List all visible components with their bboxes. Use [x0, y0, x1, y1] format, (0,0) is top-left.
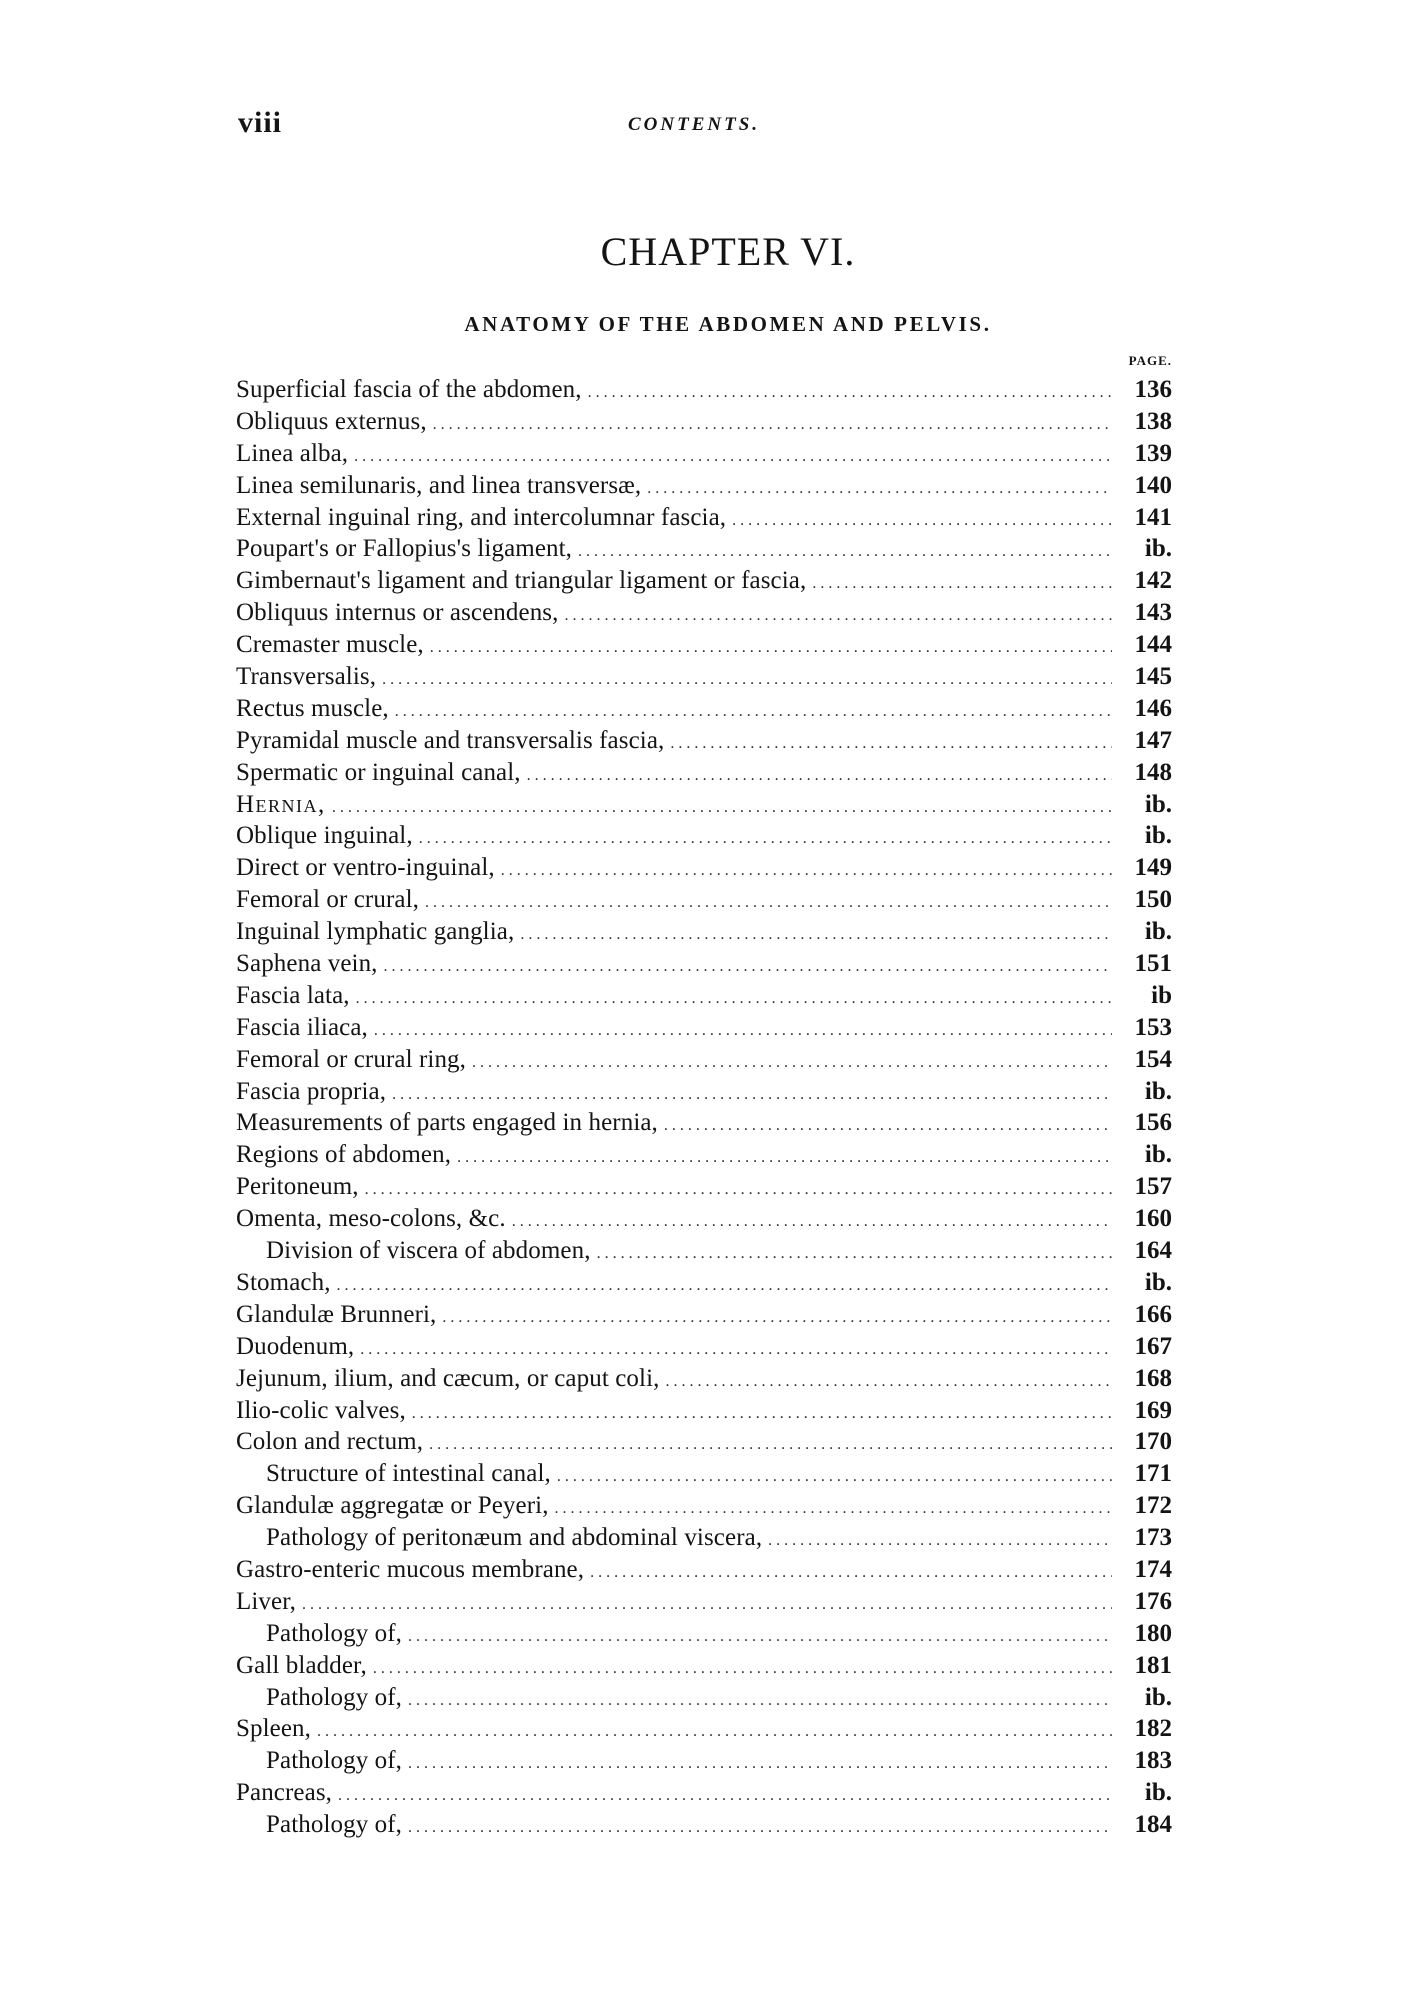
dot-leader [664, 1110, 1112, 1139]
dot-leader [425, 887, 1112, 916]
dot-leader [472, 1047, 1112, 1076]
dot-leader [670, 728, 1112, 757]
toc-entry-label: Structure of intestinal canal, [266, 1460, 551, 1488]
dot-leader [374, 1015, 1112, 1044]
toc-entry-label: Spleen, [236, 1715, 311, 1743]
dot-leader [527, 760, 1112, 789]
dot-leader [382, 664, 1112, 693]
toc-entry-page: ib. [1144, 790, 1172, 818]
toc-entry [236, 1203, 1172, 1235]
toc-entry-page: 166 [1134, 1300, 1172, 1328]
toc-entry-page: 184 [1134, 1811, 1172, 1839]
toc-entry-page: ib. [1144, 1779, 1172, 1807]
toc-entry-label: Obliquus internus or ascendens, [236, 599, 559, 627]
page-column-header: PAGE. [1128, 353, 1172, 368]
toc-entry-label: Fascia iliaca, [236, 1013, 368, 1041]
toc-entry-page: 169 [1134, 1396, 1172, 1424]
toc-entry [236, 693, 1172, 725]
dot-leader [332, 792, 1112, 821]
toc-entry-label: Hernia, [236, 790, 326, 818]
toc-entry-label: Pathology of, [266, 1747, 403, 1775]
toc-entry-label: Spermatic or inguinal canal, [236, 758, 521, 786]
toc-entry [236, 757, 1172, 789]
toc-entry-page: 183 [1134, 1747, 1172, 1775]
dot-leader [408, 1748, 1112, 1777]
toc-entry [236, 1012, 1172, 1044]
dot-leader [768, 1525, 1112, 1554]
toc-entry-label: Saphena vein, [236, 950, 378, 978]
toc-entry [236, 1490, 1172, 1522]
toc-entry-page: 139 [1134, 439, 1172, 467]
toc-entry [236, 1171, 1172, 1203]
toc-entry-page: 149 [1134, 854, 1172, 882]
dot-leader [430, 632, 1112, 661]
dot-leader [557, 1461, 1112, 1490]
dot-leader [338, 1780, 1112, 1809]
running-title: CONTENTS. [628, 114, 761, 135]
toc-entry-page: ib. [1144, 535, 1172, 563]
toc-entry-label: Liver, [236, 1587, 296, 1615]
toc-entry-label: Pathology of, [266, 1683, 403, 1711]
toc-entry [236, 1076, 1172, 1108]
toc-entry-page: 168 [1134, 1364, 1172, 1392]
toc-entry-label: Peritoneum, [236, 1173, 359, 1201]
toc-entry [236, 1235, 1172, 1267]
toc-entry-label: Linea alba, [236, 439, 349, 467]
dot-leader [501, 855, 1112, 884]
toc-entry [236, 884, 1172, 916]
toc-entry-page: 142 [1134, 567, 1172, 595]
toc-entry [236, 1650, 1172, 1682]
toc-entry-page: 171 [1134, 1460, 1172, 1488]
dot-leader [590, 1557, 1112, 1586]
page-number: viii [238, 106, 283, 139]
toc-entry [236, 1809, 1172, 1841]
toc-entry-page: 145 [1134, 663, 1172, 691]
toc-entry-page: 151 [1134, 950, 1172, 978]
toc-entry [236, 1618, 1172, 1650]
toc-entry-page: 182 [1134, 1715, 1172, 1743]
toc-entry [236, 1586, 1172, 1618]
running-head [238, 106, 798, 146]
toc-entry [236, 1363, 1172, 1395]
chapter-title: CHAPTER VI. [600, 229, 856, 274]
toc-entry [236, 374, 1172, 406]
toc-entry [236, 1682, 1172, 1714]
toc-entry-label: Pancreas, [236, 1779, 332, 1807]
toc-entry-label: Stomach, [236, 1268, 331, 1296]
toc-entry-page: 147 [1134, 726, 1172, 754]
toc-entry-page: 141 [1134, 503, 1172, 531]
toc-entry-page: 150 [1134, 886, 1172, 914]
dot-leader [588, 377, 1112, 406]
dot-leader [520, 919, 1112, 948]
section-title: ANATOMY OF THE ABDOMEN AND PELVIS. [464, 312, 992, 336]
toc-entry-page: 172 [1134, 1492, 1172, 1520]
toc-entry-page: 153 [1134, 1013, 1172, 1041]
toc-entry [236, 1458, 1172, 1490]
toc-entry-page: 136 [1134, 376, 1172, 403]
dot-leader [433, 409, 1112, 438]
toc-entry [236, 1044, 1172, 1076]
toc-entry-label: Poupart's or Fallopius's ligament, [236, 535, 573, 563]
toc-entry-page: 173 [1134, 1524, 1172, 1552]
toc-entry [236, 565, 1172, 597]
dot-leader [408, 1685, 1112, 1714]
toc-entry [236, 1299, 1172, 1331]
dot-leader [665, 1366, 1112, 1395]
toc-entry-label: Division of viscera of abdomen, [266, 1237, 591, 1265]
dot-leader [565, 600, 1113, 629]
toc-entry-label: Transversalis, [236, 663, 377, 691]
toc-entry [236, 948, 1172, 980]
toc-entry-label: Glandulæ Brunneri, [236, 1300, 437, 1328]
toc-entry-label: Pyramidal muscle and transversalis fascia, [236, 726, 665, 754]
toc-entry-label: Fascia propria, [236, 1077, 387, 1105]
toc-entry-page: ib. [1144, 918, 1172, 946]
toc-entry-page: 146 [1134, 694, 1172, 722]
toc-entry-label: Superficial fascia of the abdomen, [236, 376, 582, 403]
dot-leader [555, 1493, 1112, 1522]
toc-entry [236, 629, 1172, 661]
dot-leader [408, 1621, 1112, 1650]
toc-entry-label: Omenta, meso-colons, &c. [236, 1205, 506, 1233]
toc-entry [236, 661, 1172, 693]
toc-entry-page: ib. [1144, 1268, 1172, 1296]
toc-entry-label: Jejunum, ilium, and cæcum, or caput coli, [236, 1364, 660, 1392]
toc-entry [236, 725, 1172, 757]
toc-entry-label: Fascia lata, [236, 981, 350, 1009]
dot-leader [337, 1270, 1112, 1299]
toc-entry-label: Gastro-enteric mucous membrane, [236, 1555, 585, 1583]
toc-entry-label: Colon and rectum, [236, 1428, 424, 1456]
toc-entry-label: Gimbernaut's ligament and triangular ligament or fascia, [236, 567, 807, 595]
toc-entry-label: Inguinal lymphatic ganglia, [236, 918, 515, 946]
toc-entry [236, 916, 1172, 948]
toc-entry-label: Gall bladder, [236, 1651, 367, 1679]
dot-leader [647, 473, 1112, 502]
toc-entry-page: 160 [1134, 1205, 1172, 1233]
toc-entry-page: ib. [1144, 1077, 1172, 1105]
toc-entry-page: 138 [1134, 407, 1172, 435]
toc-entry [236, 1395, 1172, 1427]
dot-leader [512, 1206, 1112, 1235]
toc-entry-label: Linea semilunaris, and linea transversæ, [236, 471, 642, 499]
toc-entry-label: Femoral or crural ring, [236, 1045, 466, 1073]
toc-entry-page: ib. [1144, 822, 1172, 850]
toc-entry-label: Pathology of peritonæum and abdominal viscera, [266, 1524, 763, 1552]
toc-entry-label: Glandulæ aggregatæ or Peyeri, [236, 1492, 549, 1520]
toc-entry-page: 156 [1134, 1109, 1172, 1137]
toc-entry-label: External inguinal ring, and intercolumnar fascia, [236, 503, 727, 531]
dot-leader [317, 1716, 1112, 1745]
toc-entry-page: 157 [1134, 1173, 1172, 1201]
dot-leader [354, 441, 1112, 470]
toc-entry-label: Regions of abdomen, [236, 1141, 452, 1169]
toc-entry [236, 1522, 1172, 1554]
toc-entry [236, 470, 1172, 502]
toc-entry-label: Ilio-colic valves, [236, 1396, 406, 1424]
toc-entry [236, 1777, 1172, 1809]
dot-leader [356, 983, 1112, 1012]
toc-entry [236, 1139, 1172, 1171]
toc-entry-page: 164 [1134, 1237, 1172, 1265]
toc-entry-page: 144 [1134, 631, 1172, 659]
toc-entry [236, 1267, 1172, 1299]
dot-leader [384, 951, 1112, 980]
toc-entry [236, 438, 1172, 470]
toc-entry [236, 1331, 1172, 1363]
toc-entry-page: 170 [1134, 1428, 1172, 1456]
toc-entry [236, 820, 1172, 852]
dot-leader [419, 823, 1112, 852]
dot-leader [408, 1812, 1112, 1841]
toc-entry [236, 533, 1172, 565]
toc-entry [236, 980, 1172, 1012]
toc-entry-page: ib [1151, 981, 1172, 1009]
toc-entry-label: Obliquus externus, [236, 407, 427, 435]
toc-entry-label: Oblique inguinal, [236, 822, 413, 850]
toc-entry-label: Pathology of, [266, 1811, 403, 1839]
toc-entry [236, 1107, 1172, 1139]
toc-entry-page: 174 [1134, 1555, 1172, 1583]
toc-entry [236, 1554, 1172, 1586]
toc-entry-page: 167 [1134, 1332, 1172, 1360]
toc-entry [236, 502, 1172, 534]
dot-leader [442, 1302, 1112, 1331]
toc-entry-label: Direct or ventro-inguinal, [236, 854, 495, 882]
toc-entry-page: 180 [1134, 1619, 1172, 1647]
toc-entry [236, 1426, 1172, 1458]
dot-leader [365, 1174, 1112, 1203]
dot-leader [597, 1238, 1112, 1267]
toc-entry [236, 597, 1172, 629]
toc-entry-page: ib. [1144, 1141, 1172, 1169]
toc-entry-label: Rectus muscle, [236, 694, 389, 722]
toc-entry [236, 406, 1172, 438]
dot-leader [360, 1334, 1112, 1363]
dot-leader [457, 1142, 1112, 1171]
toc-entry-label: Pathology of, [266, 1619, 403, 1647]
dot-leader [412, 1398, 1112, 1427]
dot-leader [812, 568, 1112, 597]
toc-entry-page: ib. [1144, 1683, 1172, 1711]
toc-entry-page: 181 [1134, 1651, 1172, 1679]
dot-leader [429, 1429, 1112, 1458]
dot-leader [395, 696, 1112, 725]
toc-entry-label: Duodenum, [236, 1332, 355, 1360]
dot-leader [373, 1653, 1112, 1682]
toc-entry [236, 789, 1172, 821]
toc-entry-page: 154 [1134, 1045, 1172, 1073]
toc-entry [236, 852, 1172, 884]
toc-entry-page: 148 [1134, 758, 1172, 786]
dot-leader [732, 505, 1112, 534]
toc-entry-page: 143 [1134, 599, 1172, 627]
toc-entry-label: Femoral or crural, [236, 886, 419, 914]
dot-leader [392, 1079, 1112, 1108]
toc-entry [236, 1745, 1172, 1777]
toc-entry-page: 140 [1134, 471, 1172, 499]
table-of-contents [236, 374, 1172, 1841]
toc-entry-label: Measurements of parts engaged in hernia, [236, 1109, 658, 1137]
toc-entry-label: Cremaster muscle, [236, 631, 424, 659]
toc-entry-page: 176 [1134, 1587, 1172, 1615]
dot-leader [578, 536, 1112, 565]
dot-leader [302, 1589, 1112, 1618]
toc-entry [236, 1713, 1172, 1745]
